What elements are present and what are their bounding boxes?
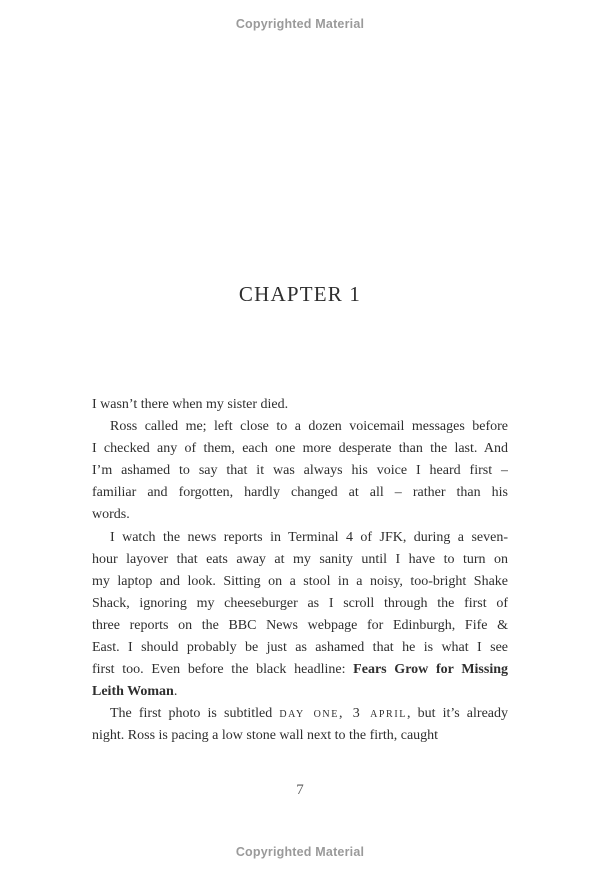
body-text: I’m ashamed to say that it was always his voice I heard first – — [92, 463, 508, 479]
body-text: familiar and forgotten, hardly changed at all – rather than his — [92, 485, 508, 501]
text-line — [92, 637, 508, 659]
body-text: I wasn’t there when my sister died. — [92, 397, 289, 412]
body-text: I checked any of them, each one more desperate than the last. And — [92, 441, 508, 457]
bold-text: Leith Woman — [92, 684, 174, 700]
body-text: . — [173, 684, 178, 700]
text-line — [92, 416, 508, 438]
body-text: my laptop and look. Sitting on a stool in a noisy, too-bright Shake — [92, 573, 508, 589]
text-line — [92, 527, 508, 549]
body-text: The first photo is subtitled — [110, 706, 280, 722]
text-line — [92, 681, 508, 703]
body-text: night. Ross is pacing a low stone wall next to the firth, caught — [92, 728, 439, 744]
body-text: I watch the news reports in Terminal 4 of JFK, during a seven- — [110, 529, 508, 545]
text-line — [92, 549, 508, 571]
body-text: three reports on the BBC News webpage for Edinburgh, Fife & — [92, 617, 508, 633]
chapter-title: CHAPTER 1 — [238, 282, 362, 306]
text-line — [92, 504, 508, 526]
copyright-notice-top: Copyrighted Material — [235, 17, 365, 31]
text-line — [92, 438, 508, 460]
text-line — [92, 725, 508, 747]
smallcaps-text: day one, 3 april — [279, 706, 407, 722]
text-line — [92, 394, 508, 416]
text-line — [92, 482, 508, 504]
text-line — [92, 659, 508, 681]
body-text: Shack, ignoring my cheeseburger as I scroll through the first of — [92, 595, 508, 611]
body-text: hour layover that eats away at my sanity until I have to turn on — [92, 551, 508, 567]
text-line — [92, 615, 508, 637]
body-text: words. — [92, 507, 130, 523]
text-line — [92, 593, 508, 615]
body-text: , but it’s already — [406, 706, 508, 722]
page-number: 7 — [296, 782, 304, 798]
text-line — [92, 571, 508, 593]
copyright-notice-bottom: Copyrighted Material — [235, 845, 365, 859]
bold-text: Fears Grow for Missing — [353, 662, 508, 678]
text-line — [92, 460, 508, 482]
body-text: East. I should probably be just as ashamed that he is what I see — [92, 640, 508, 656]
text-line — [92, 703, 508, 725]
page-body — [92, 394, 508, 748]
body-text: first too. Even before the black headline: — [92, 662, 354, 678]
body-text: Ross called me; left close to a dozen voicemail messages before — [110, 419, 508, 435]
